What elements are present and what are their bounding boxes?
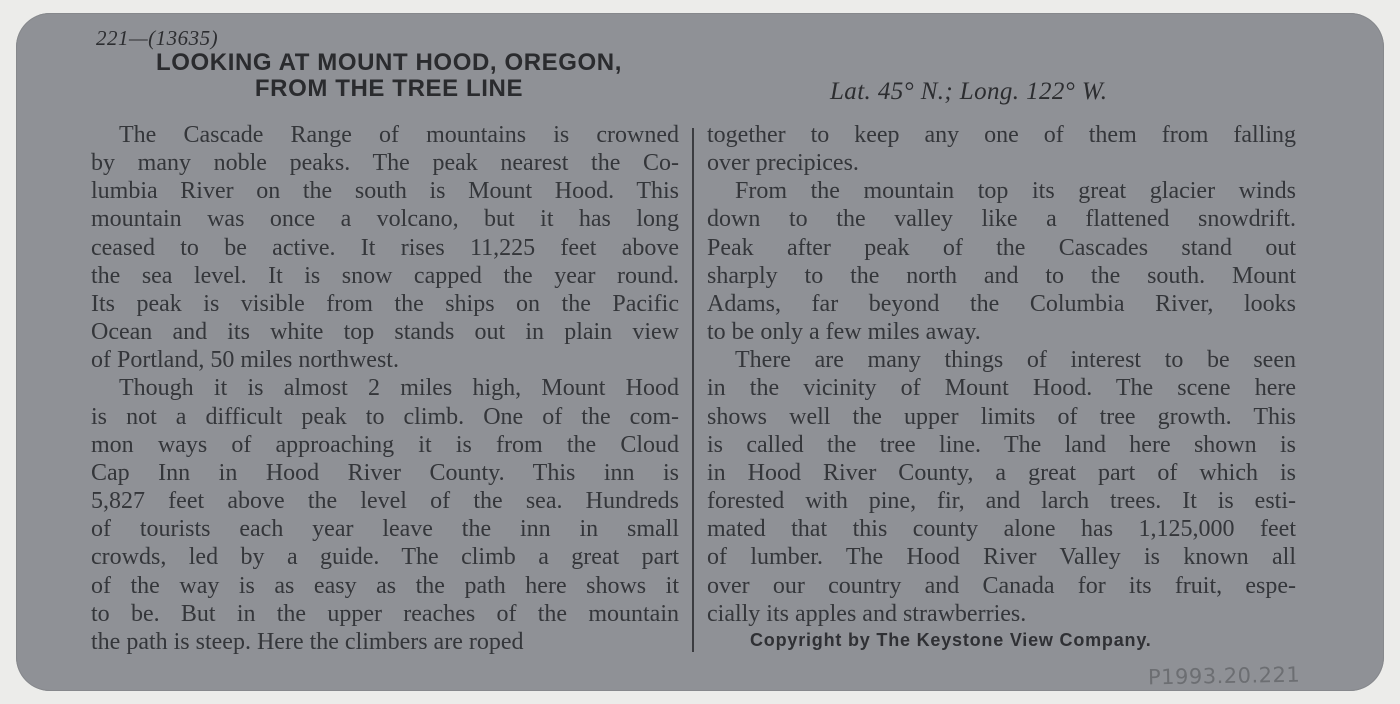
text-line: the sea level. It is snow capped the year round.	[91, 262, 679, 289]
text-line: Its peak is visible from the ships on the Pacific	[91, 290, 679, 317]
paragraph	[707, 121, 1296, 177]
paragraph	[91, 374, 679, 656]
text-line: From the mountain top its great glacier winds	[735, 178, 1296, 205]
left-column	[91, 121, 679, 656]
text-line: Adams, far beyond the Columbia River, looks	[707, 290, 1296, 317]
title-line-2: FROM THE TREE LINE	[254, 75, 524, 102]
copyright-notice: Copyright by The Keystone View Company.	[750, 630, 1152, 650]
text-line: is not a difficult peak to climb. One of the com-	[91, 403, 679, 430]
text-line: to be only a few miles away.	[707, 319, 981, 346]
text-line: The Cascade Range of mountains is crowned	[119, 122, 679, 148]
text-line: down to the valley like a flattened snowdrift.	[707, 206, 1296, 233]
text-line: of tourists each year leave the inn in small	[91, 516, 679, 543]
text-line: cially its apples and strawberries.	[707, 600, 1027, 627]
text-line: mon ways of approaching it is from the Cloud	[91, 431, 679, 458]
text-line: Though it is almost 2 miles high, Mount Hood	[119, 375, 679, 402]
text-line: together to keep any one of them from falling	[707, 122, 1296, 148]
text-line: to be. But in the upper reaches of the mountain	[91, 600, 679, 627]
text-line: There are many things of interest to be seen	[735, 347, 1296, 374]
paragraph	[91, 121, 679, 374]
text-line: over precipices.	[707, 150, 859, 177]
text-line: of lumber. The Hood River Valley is known all	[707, 544, 1296, 571]
catalog-number: 221—(13635)	[96, 26, 219, 50]
text-line: Ocean and its white top stands out in plain view	[91, 319, 679, 346]
text-line: over our country and Canada for its fruit, espe-	[707, 572, 1296, 599]
accession-number: P1993.20.221	[1147, 662, 1301, 690]
text-line: 5,827 feet above the level of the sea. Hundreds	[91, 488, 679, 515]
text-line: Peak after peak of the Cascades stand out	[707, 234, 1296, 261]
paragraph	[707, 177, 1296, 346]
text-line: crowds, led by a guide. The climb a great part	[91, 544, 679, 571]
text-line: lumbia River on the south is Mount Hood. This	[91, 178, 679, 205]
text-line: mountain was once a volcano, but it has long	[91, 206, 679, 233]
title-line-1: LOOKING AT MOUNT HOOD, OREGON,	[156, 49, 622, 76]
text-line: ceased to be active. It rises 11,225 feet above	[91, 234, 679, 261]
text-line: of Portland, 50 miles northwest.	[91, 347, 399, 374]
text-line: sharply to the north and to the south. Mount	[707, 262, 1296, 289]
text-line: is called the tree line. The land here shown is	[707, 431, 1296, 458]
card-title	[84, 50, 694, 102]
text-line: shows well the upper limits of tree growth. This	[707, 403, 1296, 430]
text-line: by many noble peaks. The peak nearest the Co-	[91, 150, 679, 177]
text-line: the path is steep. Here the climbers are roped	[91, 628, 524, 655]
text-line: forested with pine, fir, and larch trees. It is esti-	[707, 488, 1296, 515]
text-line: mated that this county alone has 1,125,000 feet	[707, 516, 1296, 543]
right-column	[707, 121, 1296, 628]
column-divider	[692, 128, 694, 652]
lat-long: Lat. 45° N.; Long. 122° W.	[830, 78, 1108, 105]
text-line: Cap Inn in Hood River County. This inn is	[91, 459, 679, 486]
paragraph	[707, 346, 1296, 628]
text-line: in Hood River County, a great part of which is	[707, 459, 1296, 486]
text-line: of the way is as easy as the path here shows it	[91, 572, 679, 599]
text-line: in the vicinity of Mount Hood. The scene here	[707, 375, 1296, 402]
